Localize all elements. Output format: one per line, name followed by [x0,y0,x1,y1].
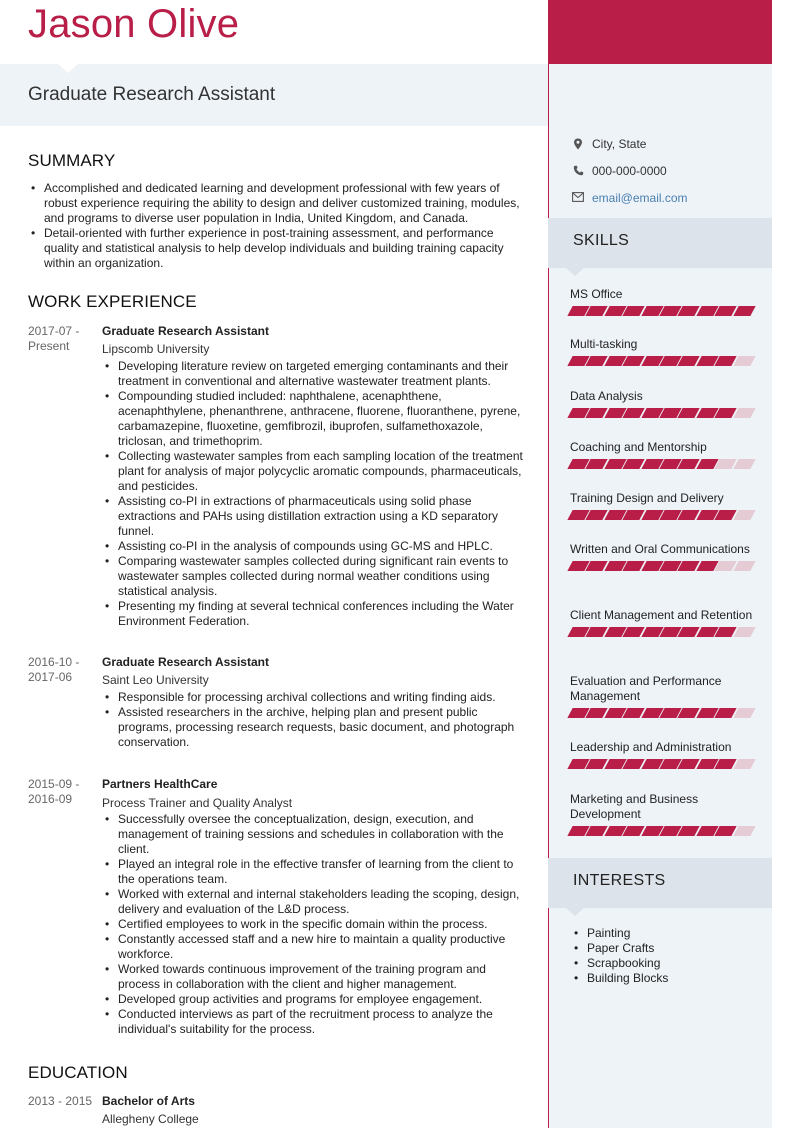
skill-level-bar [570,306,760,316]
skill-name: Training Design and Delivery [570,491,724,505]
accent-corner-block [548,0,772,64]
education-school: Allegheny College [102,1112,199,1126]
skill-name: Data Analysis [570,389,643,403]
interests-heading-pointer [566,908,584,916]
job-duty-item: • Certified employees to work in the specific domain within the process. [102,917,527,932]
interest-item: • Painting [572,926,668,941]
interests-list [572,926,668,986]
skill-level-bar [570,627,760,637]
job-duty-item: • Worked with external and internal stakeholders leading the scoping, design, delivery and evaluation of the L&D process. [102,887,527,917]
skills-heading: SKILLS [573,232,630,249]
skill-level-segment [733,510,755,520]
job-duty-item: • Developed group activities and programs for employee engagement. [102,992,527,1007]
job-duty-item: • Played an integral role in the effective transfer of learning from the client to the operations team. [102,857,527,887]
skill-name: Client Management and Retention [570,608,753,622]
interests-heading-band [548,858,772,908]
title-notch [58,64,78,73]
skill-name: MS Office [570,287,623,301]
summary-list [28,181,528,271]
job-role: Partners HealthCare [102,777,218,791]
skill-item [570,491,760,520]
summary-item: • Detail-oriented with further experience in post-training assessment, and performance quality and statistical analysis to help develop individuals and building training capacity within an organization. [28,226,528,271]
job-duty-item: • Assisted researchers in the archive, helping plan and present public programs, processing research requests, basic document, and photograph conservation. [102,705,527,750]
job-organization: Process Trainer and Quality Analyst [102,796,293,810]
summary-item: • Accomplished and dedicated learning and development professional with few years of robust experience requiring the ability to design and deliver customized training, modules, and programs to diverse user population in India, United Kingdom, and Canada. [28,181,528,226]
job-duty-item: • Assisting co-PI in the analysis of compounds using GC-MS and HPLC. [102,539,527,554]
job-duties-list [102,690,527,750]
skill-name: Written and Oral Communications [570,542,750,556]
job-date: 2016-10 - 2017-06 [28,655,80,684]
job-duty-item: • Developing literature review on targeted emerging contaminants and their treatment in conventional and alternative wastewater treatment plants. [102,359,527,389]
job-organization: Saint Leo University [102,673,209,687]
skill-level-segment [733,408,755,418]
contact-location [572,137,646,151]
skill-item [570,740,760,769]
interest-item: • Scrapbooking [572,956,668,971]
location-text: City, State [592,137,647,151]
skill-item [570,542,760,571]
job-duty-item: • Comparing wastewater samples collected during significant rain events to wastewater samples collected during normal weather conditions using statistical analysis. [102,554,527,599]
interests-heading: INTERESTS [573,872,666,889]
map-pin-icon [572,138,584,150]
skill-name: Leadership and Administration [570,740,732,754]
skill-level-segment [733,561,755,571]
job-duty-item: • Collecting wastewater samples from each sampling location of the treatment plant for analysis of major polycyclic aromatic compounds, pharmaceuticals, and pesticides. [102,449,527,494]
job-duty-item: • Successfully oversee the conceptualization, design, execution, and management of training sessions and schedules in collaboration with the client. [102,812,527,857]
job-role: Graduate Research Assistant [102,324,269,338]
skill-level-bar [570,459,760,469]
skill-level-segment [733,356,755,366]
skills-heading-band [548,218,772,268]
skill-name: Coaching and Mentorship [570,440,707,454]
job-duty-item: • Conducted interviews as part of the recruitment process to analyze the individual's suitability for the process. [102,1007,527,1037]
job-duty-item: • Responsible for processing archival collections and writing finding aids. [102,690,527,705]
skill-item [570,608,760,637]
job-duty-item: • Worked towards continuous improvement of the training program and process in collaboration with the client and higher management. [102,962,527,992]
skill-item [570,337,760,366]
job-duties-list [102,812,527,1037]
skill-item [570,674,760,718]
job-date: 2017-07 - Present [28,324,80,353]
skill-level-bar [570,561,760,571]
skill-name: Evaluation and Performance Management [570,674,722,703]
email-link[interactable]: email@email.com [592,191,688,205]
job-role: Graduate Research Assistant [102,655,269,669]
skill-level-bar [570,510,760,520]
skill-item [570,440,760,469]
phone-icon [572,165,584,177]
skill-name: Multi-tasking [570,337,638,351]
skill-level-segment [733,459,755,469]
phone-text: 000-000-0000 [592,164,667,178]
job-duty-item: • Constantly accessed staff and a new hire to maintain a quality productive workforce. [102,932,527,962]
skill-item [570,389,760,418]
job-duty-item: • Compounding studied included: naphthalene, acenaphthene, acenaphthylene, phenanthrene, anthracene, fluorene, fluoranthene, pyrene, carbamazepine, fluoxetine, gemfibrozil, ibuprofen, sulfamethoxazole, triclosan, and trimethoprim. [102,389,527,449]
interest-item: • Building Blocks [572,971,668,986]
skill-name: Marketing and Business Development [570,792,699,821]
skill-level-bar [570,759,760,769]
work-experience-heading: WORK EXPERIENCE [28,292,197,311]
contact-email[interactable] [572,191,688,205]
job-title: Graduate Research Assistant [28,84,276,105]
title-band [0,64,548,126]
skill-level-segment [733,759,755,769]
skill-level-bar [570,356,760,366]
contact-phone [572,164,667,178]
job-date: 2015-09 - 2016-09 [28,777,80,806]
job-organization: Lipscomb University [102,342,210,356]
skill-level-bar [570,408,760,418]
skills-heading-pointer [566,268,584,276]
candidate-name: Jason Olive [28,2,240,46]
education-heading: EDUCATION [28,1063,128,1082]
job-duty-item: • Assisting co-PI in extractions of pharmaceuticals using solid phase extractions and PAHs using distillation extraction using a KD separatory funnel. [102,494,527,539]
education-degree: Bachelor of Arts [102,1094,195,1108]
job-duties-list [102,359,527,629]
skill-level-bar [570,708,760,718]
job-duty-item: • Presenting my finding at several technical conferences including the Water Environment Federation. [102,599,527,629]
interest-item: • Paper Crafts [572,941,668,956]
skill-item [570,287,760,316]
education-date: 2013 - 2015 [28,1094,93,1108]
skill-level-bar [570,826,760,836]
skill-level-segment [733,627,755,637]
skill-item [570,792,760,836]
skill-level-segment [733,826,755,836]
envelope-icon [572,192,584,204]
skill-level-segment [733,306,755,316]
skill-level-segment [733,708,755,718]
summary-heading: SUMMARY [28,151,116,170]
